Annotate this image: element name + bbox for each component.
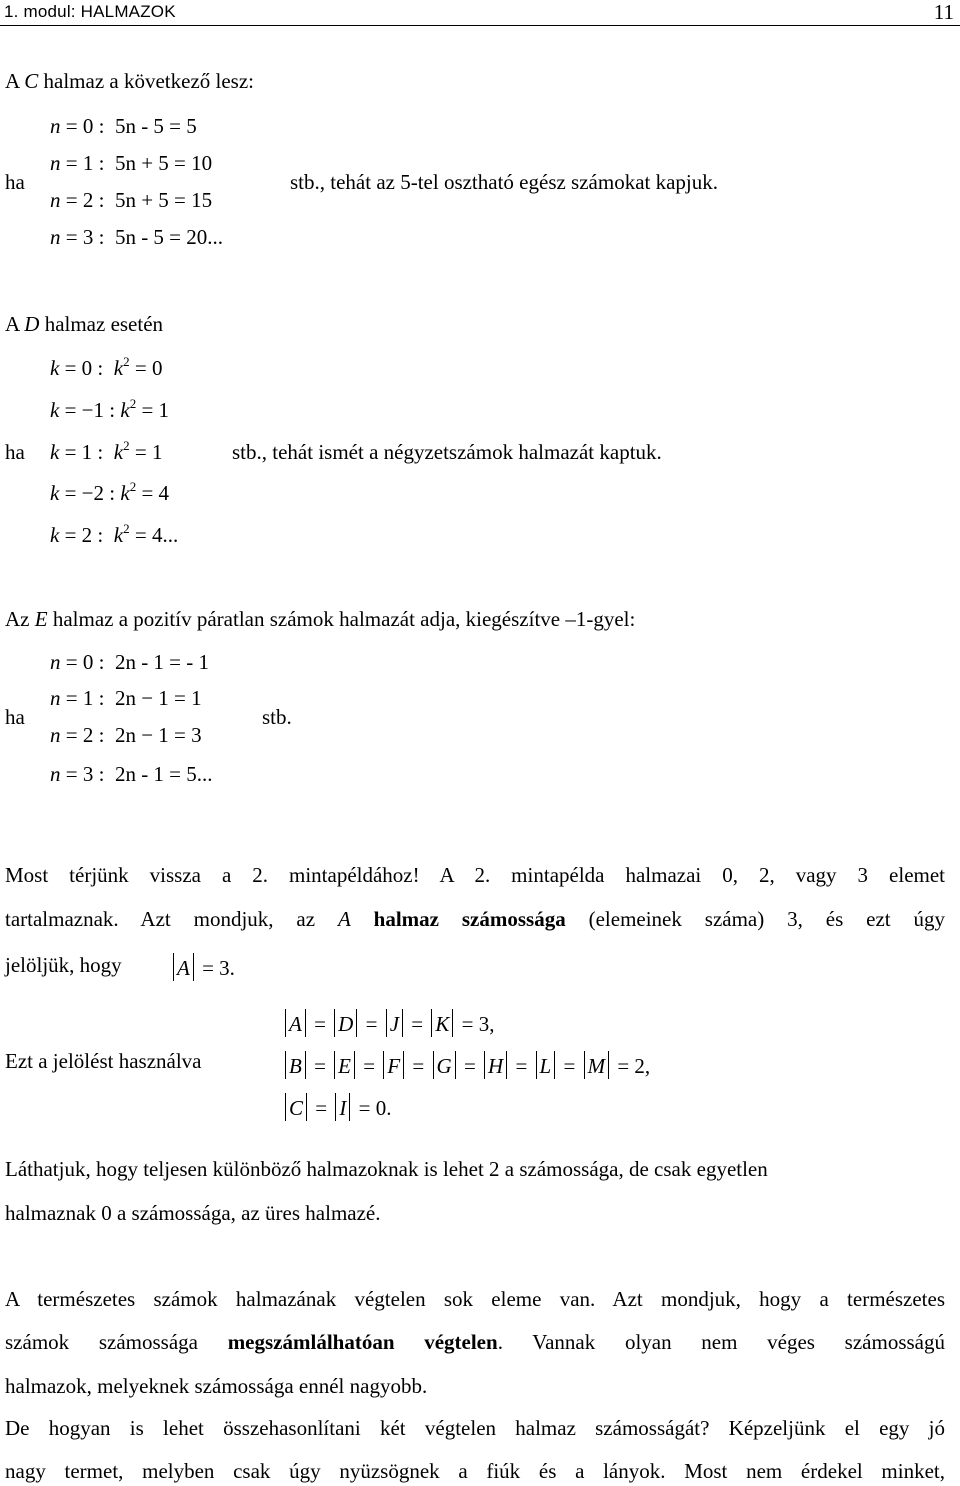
c-set-row: n = 1 : 5n + 5 = 10 [50,151,213,175]
c-set-row: n = 3 : 5n - 5 = 20... [50,225,224,249]
c-set-intro: A C halmaz a következő lesz: [5,69,255,93]
d-set-row: k = 2 : $k^2 = 4$... [50,521,179,547]
notation-row-1: A = D = J = K = 3, [282,1009,494,1037]
e-set-row: n = 2 : 2n − 1 = 3 [50,723,202,747]
para-1-line: halmaznak 0 a számossága, az üres halmazé. [5,1201,381,1225]
module-title: 1. modul: HALMAZOK [4,2,176,21]
header-rule [0,25,960,26]
e-set-row: n = 0 : 2n - 1 = - 1 [50,650,210,674]
c-set-row: n = 0 : 5n - 5 = 5 [50,114,197,138]
c-set-row: n = 2 : 5n + 5 = 15 [50,188,213,212]
e-set-ha: ha [5,705,25,729]
cardinality-line: tartalmaznak. Azt mondjuk, az A halmaz számossága (elemeinek száma) 3, és ezt úgy [5,907,945,931]
e-set-note: stb. [262,705,292,729]
page-header [0,0,960,28]
notation-row-3: C = I = 0. [282,1093,391,1121]
d-set-row: k = −1 : $k^2 = 1$ [50,396,170,422]
page-number: 11 [933,0,954,24]
e-set-intro: Az E halmaz a pozitív páratlan számok halmazát adja, kiegészítve –1-gyel: [5,607,636,631]
c-set-note: stb., tehát az 5-tel osztható egész számokat kapjuk. [290,170,719,194]
para-2-line: halmazok, melyeknek számossága ennél nagyobb. [5,1374,428,1398]
para-1-line: Láthatjuk, hogy teljesen különböző halmazoknak is lehet 2 a számossága, de csak egyetlen [5,1157,768,1181]
e-set-row: n = 3 : 2n - 1 = 5... [50,762,213,786]
d-set-row: k = 1 : $k^2 = 1$ [50,438,163,464]
para-3-line: nagy termet, melyben csak úgy nyüzsögnek a fiúk és a lányok. Most nem érdekel minket, [5,1459,945,1483]
d-set-row: k = −2 : $k^2 = 4$ [50,479,170,505]
d-set-note: stb., tehát ismét a négyzetszámok halmazát kaptuk. [232,440,662,464]
para-2-line: számok számossága megszámlálhatóan végtelen. Vannak olyan nem véges számosságú [5,1330,945,1354]
c-set-ha: ha [5,170,25,194]
e-set-row: n = 1 : 2n − 1 = 1 [50,686,202,710]
notation-row-2: B = E = F = G = H = L = M = 2, [282,1051,650,1079]
d-set-ha: ha [5,440,25,464]
cardinality-formula: A = 3. [170,953,235,981]
d-set-row: k = 0 : $k^2 = 0$ [50,354,163,380]
cardinality-line: Most térjünk vissza a 2. mintapéldához! A 2. mintapélda halmazai 0, 2, vagy 3 elemet [5,863,945,887]
notation-label: Ezt a jelölést használva [5,1049,202,1073]
para-3-line: De hogyan is lehet összehasonlítani két végtelen halmaz számosságát? Képzeljünk el egy jó [5,1416,945,1440]
cardinality-line: jelöljük, hogy [5,953,122,977]
d-set-intro: A D halmaz esetén [5,312,164,336]
para-2-line: A természetes számok halmazának végtelen sok eleme van. Azt mondjuk, hogy a természetes [5,1287,945,1311]
